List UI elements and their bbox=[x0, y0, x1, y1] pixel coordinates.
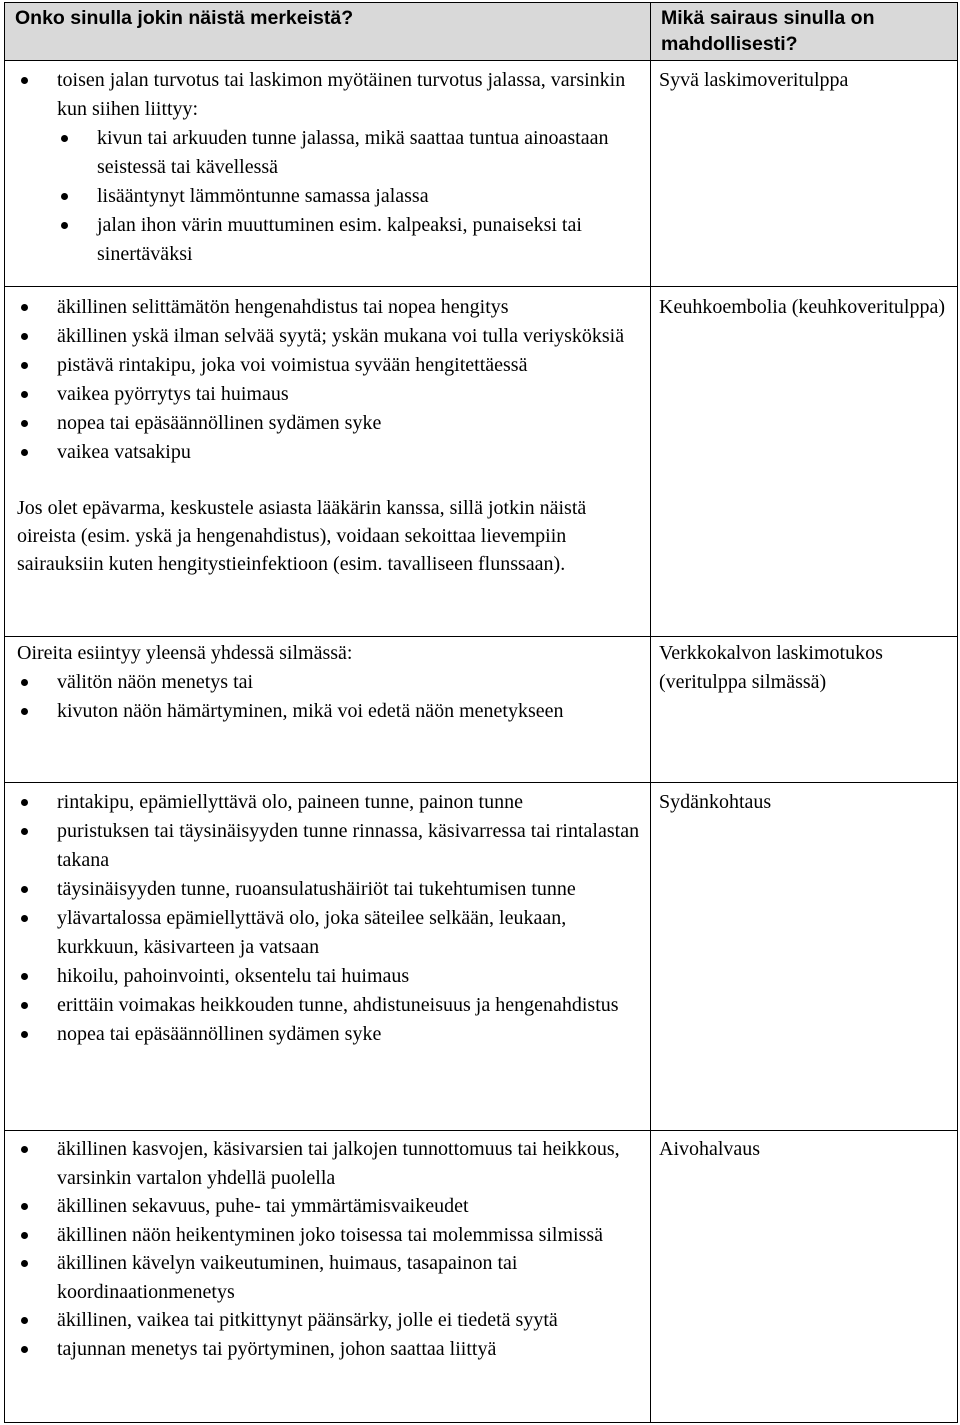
list-item: äkillinen sekavuus, puhe- tai ymmärtämisvaikeudet bbox=[15, 1192, 640, 1221]
list-item: nopea tai epäsäännöllinen sydämen syke bbox=[15, 1020, 640, 1049]
table-row bbox=[5, 783, 958, 1131]
symptoms-cell bbox=[5, 287, 651, 637]
list-item: äkillinen kävelyn vaikeutuminen, huimaus, tasapainon tai koordinaationmenetys bbox=[15, 1249, 640, 1306]
eye-symptom-lead: Oireita esiintyy yleensä yhdessä silmässä: bbox=[17, 642, 353, 664]
list-item: pistävä rintakipu, joka voi voimistua syvään hengitettäessä bbox=[15, 351, 640, 380]
list-item: nopea tai epäsäännöllinen sydämen syke bbox=[15, 409, 640, 438]
disease-cell bbox=[651, 783, 958, 1131]
symptom-text: toisen jalan turvotus tai laskimon myötäinen turvotus jalassa, varsinkin kun siihen liittyy: bbox=[57, 69, 626, 120]
symptom-list bbox=[15, 1135, 640, 1363]
list-item: ylävartalossa epämiellyttävä olo, joka säteilee selkään, leukaan, kurkkuun, käsivarteen ja vatsaan bbox=[15, 904, 640, 962]
list-item: äkillinen, vaikea tai pitkittynyt päänsärky, jolle ei tiedetä syytä bbox=[15, 1306, 640, 1335]
list-item: jalan ihon värin muuttuminen esim. kalpeaksi, punaiseksi tai sinertäväksi bbox=[57, 211, 640, 269]
list-item: hikoilu, pahoinvointi, oksentelu tai huimaus bbox=[15, 962, 640, 991]
sub-symptom-list bbox=[57, 124, 640, 269]
symptoms-cell bbox=[5, 637, 651, 783]
list-item bbox=[15, 66, 640, 269]
symptom-list bbox=[15, 293, 640, 467]
symptoms-cell bbox=[5, 1131, 651, 1423]
list-item: kivun tai arkuuden tunne jalassa, mikä saattaa tuntua ainoastaan seistessä tai kävellessä bbox=[57, 124, 640, 182]
disease-cell bbox=[651, 637, 958, 783]
list-item: täysinäisyyden tunne, ruoansulatushäiriöt tai tukehtumisen tunne bbox=[15, 875, 640, 904]
list-item: puristuksen tai täysinäisyyden tunne rinnassa, käsivarressa tai rintalastan takana bbox=[15, 817, 640, 875]
symptoms-cell bbox=[5, 61, 651, 287]
table-row bbox=[5, 1131, 958, 1423]
list-item: rintakipu, epämiellyttävä olo, paineen tunne, painon tunne bbox=[15, 788, 640, 817]
list-item: äkillinen näön heikentyminen joko toisessa tai molemmissa silmissä bbox=[15, 1221, 640, 1250]
header-disease: Mikä sairaus sinulla on mahdollisesti? bbox=[651, 3, 958, 61]
disease-name: Sydänkohtaus bbox=[659, 791, 772, 813]
disease-cell bbox=[651, 61, 958, 287]
disease-name: Verkkokalvon laskimotukos (veritulppa silmässä) bbox=[659, 642, 883, 693]
list-item: vaikea pyörrytys tai huimaus bbox=[15, 380, 640, 409]
uncertainty-note: Jos olet epävarma, keskustele asiasta lääkärin kanssa, sillä jotkin näistä oireista (esim. yskä ja hengenahdistus), voidaan sekoittaa lievempiin sairauksiin kuten hengitystieinfektioon (esim. tavalliseen flunssaan). bbox=[17, 497, 587, 575]
table-row bbox=[5, 287, 958, 637]
list-item: vaikea vatsakipu bbox=[15, 438, 640, 467]
list-item: äkillinen kasvojen, käsivarsien tai jalkojen tunnottomuus tai heikkous, varsinkin vartalon yhdellä puolella bbox=[15, 1135, 640, 1192]
symptom-list bbox=[15, 788, 640, 1049]
list-item: äkillinen yskä ilman selvää syytä; yskän mukana voi tulla veriysköksiä bbox=[15, 322, 640, 351]
disease-name: Aivohalvaus bbox=[659, 1138, 761, 1160]
list-item: lisääntynyt lämmöntunne samassa jalassa bbox=[57, 182, 640, 211]
list-item: äkillinen selittämätön hengenahdistus tai nopea hengitys bbox=[15, 293, 640, 322]
list-item: kivuton näön hämärtyminen, mikä voi edetä näön menetykseen bbox=[15, 697, 640, 726]
table-row bbox=[5, 637, 958, 783]
disease-name: Syvä laskimoveritulppa bbox=[659, 69, 849, 91]
list-item: erittäin voimakas heikkouden tunne, ahdistuneisuus ja hengenahdistus bbox=[15, 991, 640, 1020]
list-item: tajunnan menetys tai pyörtyminen, johon saattaa liittyä bbox=[15, 1335, 640, 1364]
table-row bbox=[5, 61, 958, 287]
header-symptoms: Onko sinulla jokin näistä merkeistä? bbox=[5, 3, 651, 61]
disease-cell bbox=[651, 287, 958, 637]
header-row bbox=[5, 3, 958, 61]
symptoms-table bbox=[4, 2, 958, 1423]
list-item: välitön näön menetys tai bbox=[15, 668, 640, 697]
disease-name: Keuhkoembolia (keuhkoveritulppa) bbox=[659, 296, 946, 318]
symptom-list bbox=[15, 66, 640, 269]
disease-cell bbox=[651, 1131, 958, 1423]
symptoms-cell bbox=[5, 783, 651, 1131]
symptom-list bbox=[15, 668, 640, 726]
